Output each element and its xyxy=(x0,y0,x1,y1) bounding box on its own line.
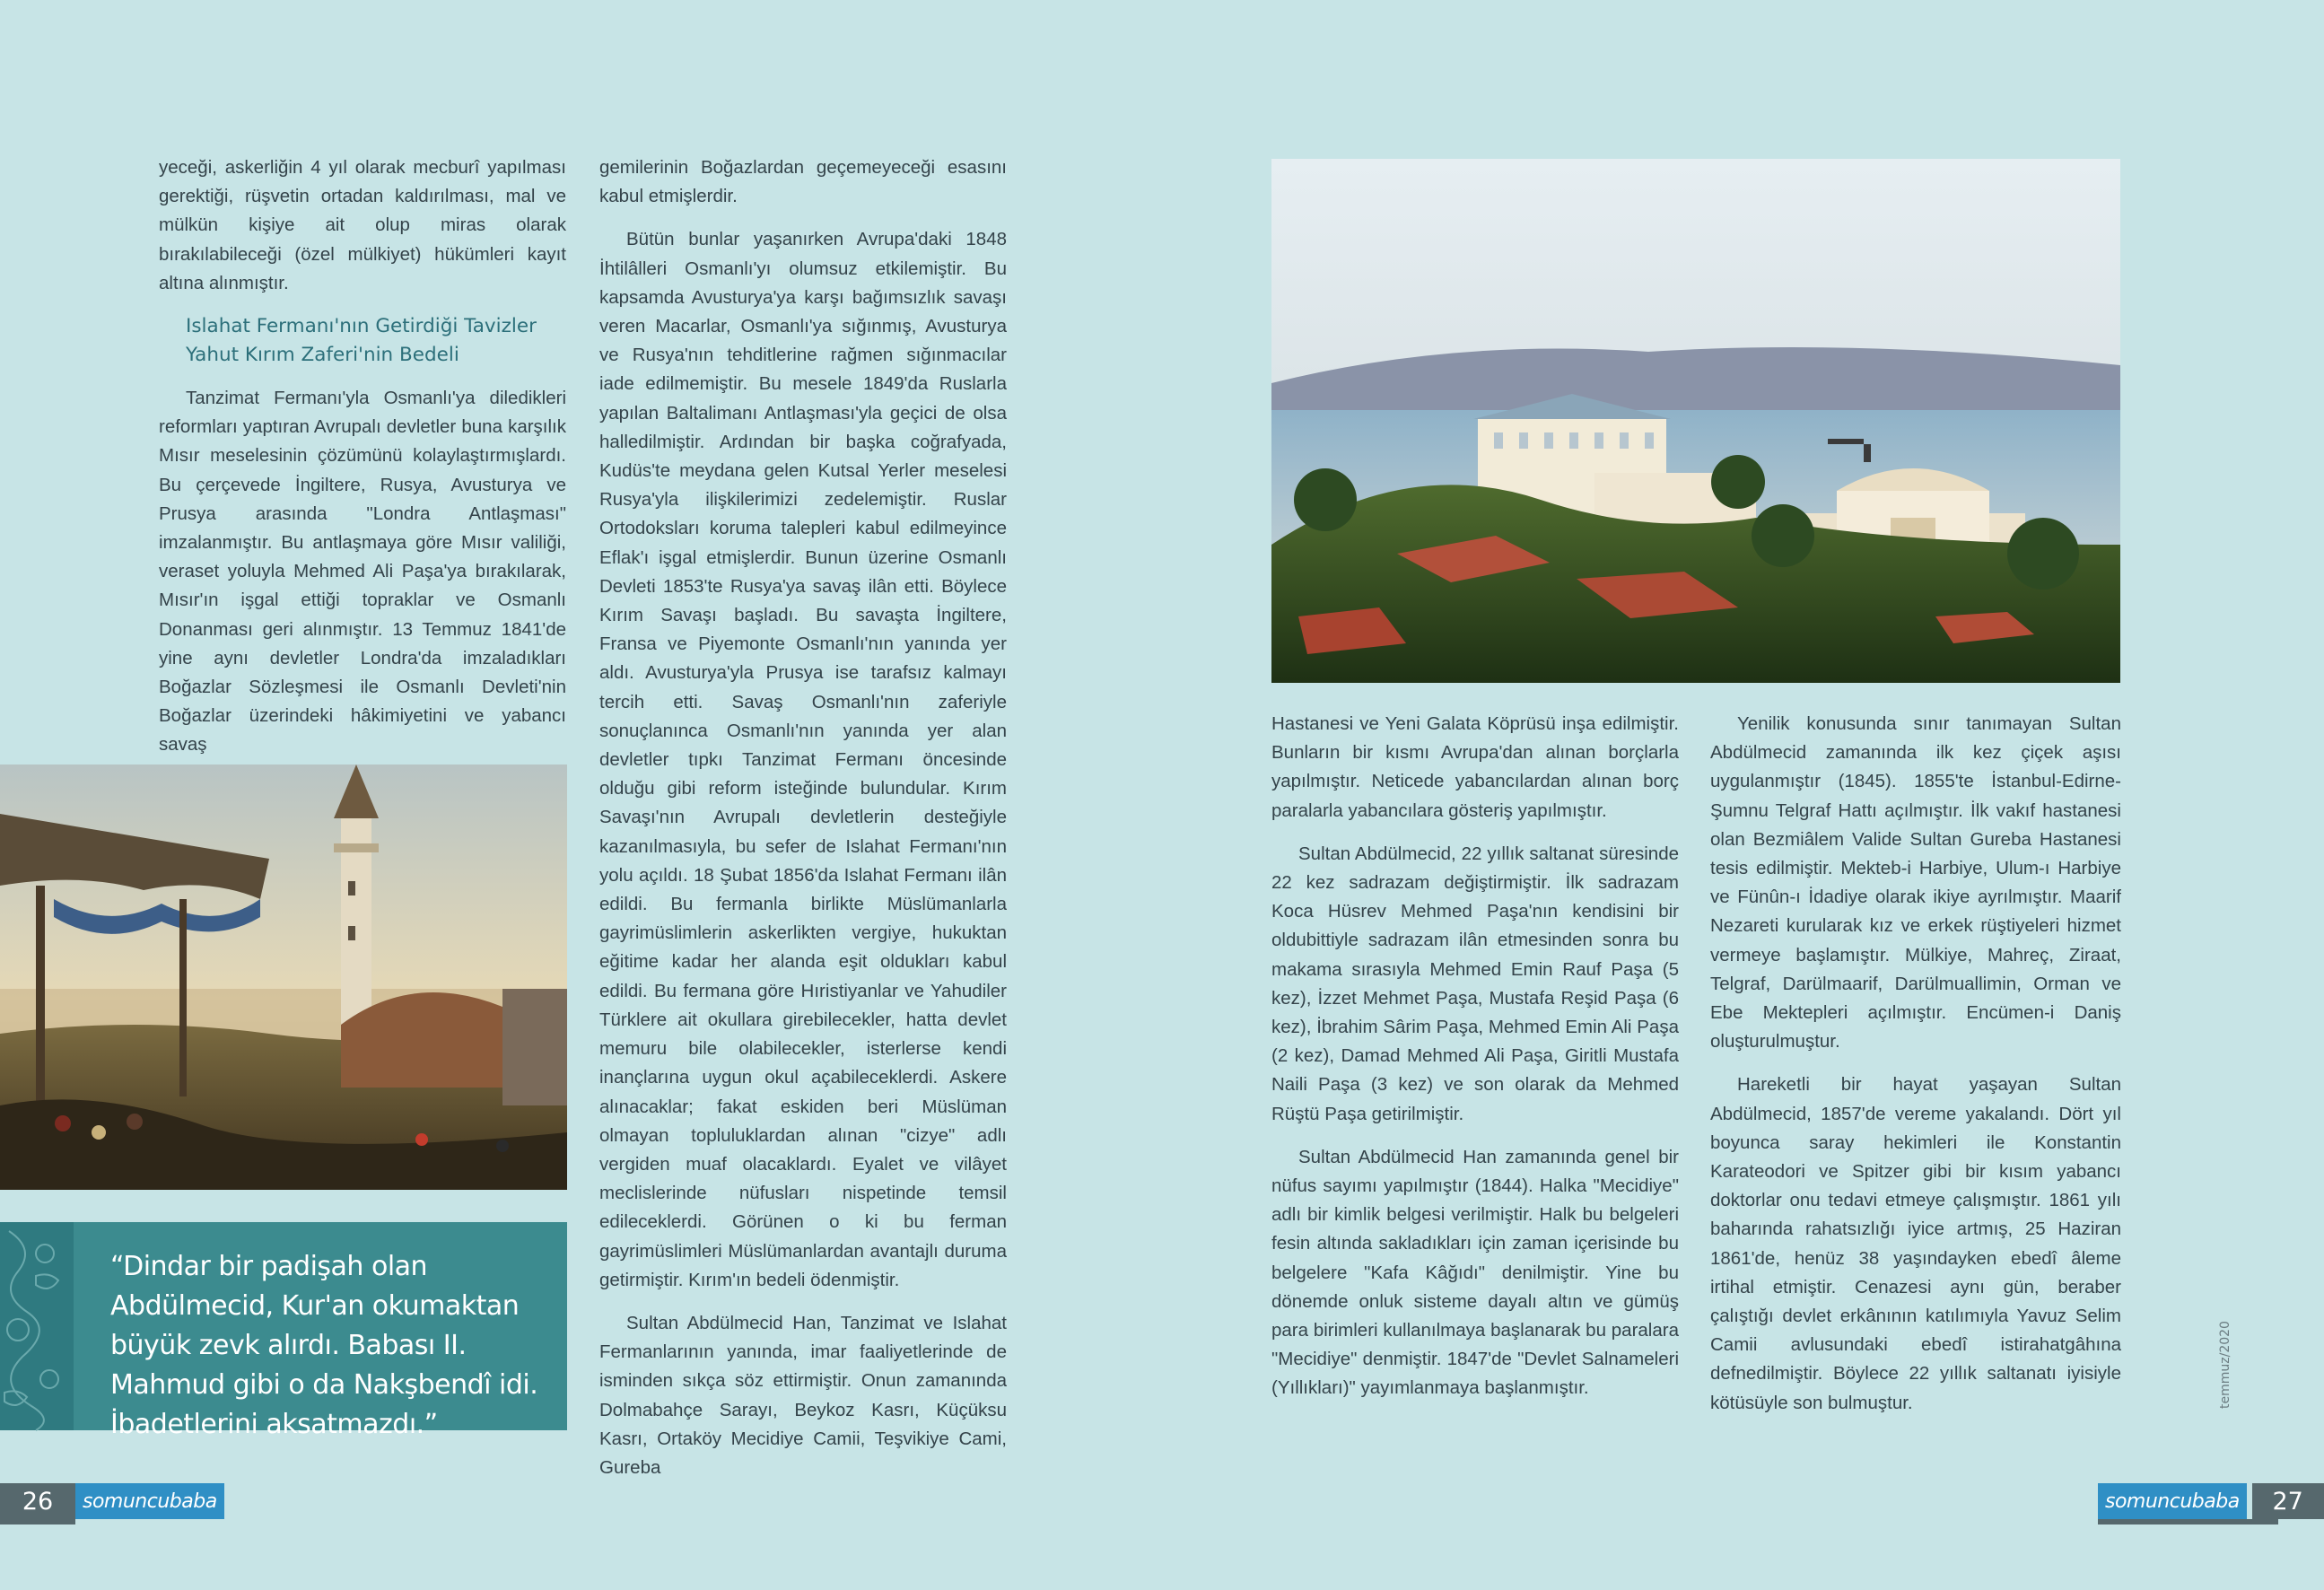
pull-quote-box xyxy=(0,1222,567,1440)
page-number: 26 xyxy=(0,1483,75,1519)
paragraph: Tanzimat Fermanı'yla Osmanlı'ya diledikleri reformları yaptıran Avrupalı devletler buna karşılık Mısır meselesinin çözümünü kolaylaştırmışlardı. Bu çerçevede İngiltere, Rusya, Avusturya ve Prusya arasında "Londra Antlaşması" imzalanmıştır. Bu antlaşmaya göre Mısır valiliği, veraset yoluyla Mehmed Ali Paşa'ya bırakılarak, Mısır'ın işgal ettiği topraklar ve Osmanlı Donanması geri alınmıştır. 13 Temmuz 1841'de yine aynı devletler Londra'da imzaladıkları Boğazlar Sözleşmesi ile Osmanlı Devleti'nin Boğazlar üzerindeki hâkimiyetini ve yabancı savaş xyxy=(159,388,566,756)
left-page-footer xyxy=(0,1483,224,1519)
subheading-line: Yahut Kırım Zaferi'nin Bedeli xyxy=(186,344,459,367)
paragraph: Yenilik konusunda sınır tanımayan Sultan Abdülmecid zamanında ilk kez çiçek aşısı uygulanmıştır (1845). 1855'te İstanbul-Edirne-Şumnu Telgraf Hattı açılmıştır. İlk vakıf hastanesi olan Bezmiâlem Valide Sultan Gureba Hastanesi tesis edilmiştir. Mekteb-i Harbiye, Ulum-ı Harbiye ve Fünûn-ı İdadiye olarak ikiye ayrılmıştır. Maarif Nezareti kurularak kız ve erkek rüştiyeleri hizmet vermeye başlamıştır. Mülkiye, Mahreç, Ziraat, Telgraf, Darülmaarif, Darülmuallimin, Orman ve Ebe Mektepleri açılmıştır. Encümen-i Daniş oluşturulmuştur. xyxy=(1710,713,2121,1053)
paragraph: Hareketli bir hayat yaşayan Sultan Abdülmecid, 1857'de vereme yakalandı. Dört yıl boyunca saray hekimleri ile Konstantin Karateodori ve Spitzer gibi bir kısım yabancı doktorlar onu tedavi etmeye çalışmıştır. 1861 yılı baharında rahatsızlığı iyice artmış, 25 Haziran 1861'de, henüz 38 yaşındayken ebedî âleme irtihal etmiştir. Cenazesi aynı gün, beraber çalıştığı devlet erkânının katılımıyla Yavuz Selim Camii avlusundaki ebedî istirahatgâhına defnedilmiştir. Böylece 22 yıllık saltanatı iyisiyle kötüsüyle son bulmuştur. xyxy=(1710,1074,2121,1413)
paragraph: Sultan Abdülmecid Han zamanında genel bir nüfus sayımı yapılmıştır (1844). Halka "Mecidiye" adlı bir kimlik belgesi verilmiştir. Halk bu belgeleri fesin altında sakladıkları için zaman içerisinde bu belgelere "Kafa Kâğıdı" denilmiştir. Yine bu dönemde onluk sisteme dayalı altın ve gümüş para birimleri kullanılmaya başlanarak bu paralara "Mecidiye" denmiştir. 1847'de "Devlet Salnameleri (Yıllıkları)" yayımlanmaya başlanmıştır. xyxy=(1271,1146,1679,1399)
subheading-line: Islahat Fermanı'nın Getirdiği Tavizler xyxy=(186,315,537,338)
paragraph: Bütün bunlar yaşanırken Avrupa'daki 1848 İhtilâlleri Osmanlı'yı olumsuz etkilemiştir. Bu kapsamda Avusturya'ya karşı bağımsızlık savaşı veren Macarlar, Osmanlı'ya sığınmış, Avusturya ve Rusya'nın tehditlerine rağmen sığınmacılar iade edilmemiştir. Bu mesele 1849'da Ruslarla yapılan Baltalimanı Antlaşması'yla geçici de olsa halledilmiştir. Ardından bir başka coğrafyada, Kudüs'te meydana gelen Kutsal Yerler meselesi Rusya'yla ilişkilerimizi zedelemiştir. Ruslar Ortodoksları koruma talepleri kabul edilmeyince Eflak'ı işgal etmişlerdir. Bunun üzerine Osmanlı Devleti 1853'te Rusya'ya savaş ilân etti. Böylece Kırım Savaşı başladı. Bu savaşta İngiltere, Fransa ve Piyemonte Osmanlı'nın yanında yer aldı. Avusturya'yla Prusya ise tarafsız kalmayı tercih etti. Savaş Osmanlı'nın zaferiyle sonuçlanınca Osmanlı'nın yanında yer alan devletler tıpkı Tanzimat Fermanı öncesinde olduğu gibi reform isteğinde bulundular. Kırım Savaşı'nın Avrupalı devletlerin desteğiyle kazanılmasıyla, bu sefer de Islahat Fermanı'nın yolu açıldı. 18 Şubat 1856'da Islahat Fermanı ilân edildi. Bu fermanla birlikte Müslümanlarla gayrimüslimlerin askerlikten vergiye, hukuktan eğitime kadar her alanda eşit oldukları kabul edildi. Bu fermana göre Hıristiyanlar ve Yahudiler Türklere ait okullara girebilecekler, hatta devlet memuru bile olabilecekler, isterlerse kendi inançlarına uygun okul açabileceklerdi. Askere alınacaklar; fakat eskiden beri Müslüman olmayan topluluklardan alınan "cizye" adlı vergiden muaf olacaklardı. Eyalet ve vilâyet meclislerinde nüfusları nispetinde temsil edileceklerdi. Görünen o ki bu ferman gayrimüslimleri Müslümanlardan avantajlı duruma getirmiştir. Kırım'ın bedeli ödenmiştir. xyxy=(599,229,1007,1290)
pull-quote-text: “Dindar bir padişah olan Abdülmecid, Kur'an okumaktan büyük zevk alırdı. Babası II. Mahmud gibi o da Nakşbendî idi. İbadetlerini aksatmazdı.” xyxy=(110,1251,538,1440)
issue-date: temmuz/2020 xyxy=(2218,1321,2232,1409)
paragraph: Sultan Abdülmecid, 22 yıllık saltanat süresinde 22 kez sadrazam değiştirmiştir. İlk sadrazam Koca Hüsrev Mehmed Paşa'nın kendisini bir oldubittiyle sadrazam ilân etmesinden sonra bu makama sırasıyla Mehmed Emin Rauf Paşa (5 kez), İzzet Mehmet Paşa, Mustafa Reşid Paşa (6 kez), İbrahim Sârim Paşa, Mehmed Emin Ali Paşa (2 kez), Damad Mehmed Ali Paşa, Giritli Mustafa Naili Paşa (3 kez) ve son olarak da Mehmed Rüştü Paşa getirilmiştir. xyxy=(1271,843,1679,1124)
bosphorus-palace-painting xyxy=(1271,159,2120,683)
text-column-4 xyxy=(1710,710,2121,1432)
text-column-2 xyxy=(599,153,1007,1497)
right-page-footer xyxy=(2098,1483,2324,1519)
galata-tower-painting xyxy=(0,764,567,1190)
paragraph: yeceği, askerliğin 4 yıl olarak mecburî yapılması gerektiği, rüşvetin ortadan kaldırılması, mal ve mülkün kişiye ait olup miras olarak bırakılabileceği (özel mülkiyet) hükümleri kayıt altına alınmıştır. xyxy=(159,157,566,293)
paragraph: Sultan Abdülmecid Han, Tanzimat ve Islahat Fermanlarının yanında, imar faaliyetlerinde de isminden sıkça söz ettirmiştir. Onun zamanında Dolmabahçe Sarayı, Beykoz Kasrı, Küçüksu Kasrı, Ortaköy Mecidiye Camii, Teşvikiye Cami, Gureba xyxy=(599,1312,1007,1478)
text-column-1 xyxy=(159,153,566,774)
page-number: 27 xyxy=(2252,1483,2324,1519)
paragraph: gemilerinin Boğazlardan geçemeyeceği esasını kabul etmişlerdir. xyxy=(599,157,1007,207)
text-column-3 xyxy=(1271,710,1679,1418)
section-subheading xyxy=(186,312,566,370)
magazine-brand: somuncubaba xyxy=(2098,1483,2247,1519)
divider xyxy=(0,1519,75,1524)
divider xyxy=(2098,1519,2278,1524)
magazine-brand: somuncubaba xyxy=(75,1483,224,1519)
paragraph: Hastanesi ve Yeni Galata Köprüsü inşa edilmiştir. Bunların bir kısmı Avrupa'dan alınan borçlarla yapılmıştır. Neticede yabancılardan alınan borç paralarla yabancılara gösteriş yapılmıştır. xyxy=(1271,713,1679,821)
floral-ornament-icon xyxy=(0,1222,74,1430)
